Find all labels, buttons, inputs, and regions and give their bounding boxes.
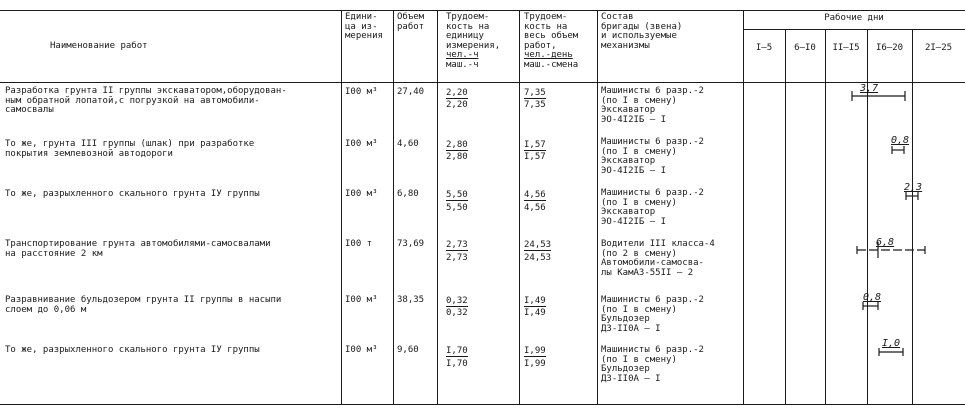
header-labor-total: Трудоем- кость на весь объем работ, чел.-день маш.-смена: [524, 12, 579, 70]
labor-unit-bottom: I,70: [446, 359, 468, 369]
unit: I00 м³: [345, 189, 378, 199]
gantt-bar-excavation-4: [906, 192, 918, 200]
volume: 73,69: [397, 239, 425, 249]
labor-total-top: I,99: [524, 346, 546, 356]
labor-total-top: I,49: [524, 296, 546, 306]
day-range-5: 2I–25: [924, 43, 953, 53]
gantt-bar-bulldozer-2: [863, 302, 878, 310]
crew: Машинисты 6 разр.-2 (по I в смену) Экскаватор ЭО-4I2IБ – I: [601, 86, 704, 125]
header-work-name: Наименование работ: [50, 41, 148, 51]
labor-unit-top: 2,20: [446, 88, 468, 98]
work-name: То же, разрыхленного скального грунта IУ группы: [5, 345, 260, 355]
volume: 4,60: [397, 139, 419, 149]
work-name: То же, грунта III группы (шлак) при разработке покрытия землевозной автодороги: [5, 139, 255, 159]
header-working-days: Рабочие дни: [824, 13, 884, 23]
crew: Машинисты 6 разр.-2 (по I в смену) Бульдозер ДЗ-II0А – I: [601, 345, 704, 384]
gantt-label: I,0: [882, 338, 901, 349]
day-range-4: I6–20: [875, 43, 904, 53]
header-crew: Состав бригады (звена) и используемые механизмы: [601, 12, 683, 51]
gantt-label: 2,3: [904, 182, 923, 193]
crew: Машинисты 6 разр.-2 (по I в смену) Экскаватор ЭО-4I2IБ – I: [601, 137, 704, 176]
volume: 9,60: [397, 345, 419, 355]
labor-unit-top: I,70: [446, 346, 468, 356]
labor-total-top: 24,53: [524, 240, 552, 250]
gantt-bar-excavation-3: [892, 146, 904, 154]
labor-unit-top: 5,50: [446, 190, 468, 200]
gantt-label: 0,8: [891, 135, 910, 146]
labor-unit-top: 2,80: [446, 140, 468, 150]
labor-unit-top: 0,32: [446, 296, 468, 306]
labor-total-bottom: 4,56: [524, 203, 546, 213]
work-name: То же, разрыхленного скального грунта IУ группы: [5, 189, 260, 199]
volume: 38,35: [397, 295, 425, 305]
labor-total-bottom: 7,35: [524, 100, 546, 110]
day-range-1: I–5: [755, 43, 773, 53]
gantt-bar-bulldozer-4: [879, 348, 903, 356]
crew: Машинисты 6 разр.-2 (по I в смену) Бульдозер ДЗ-II0А – I: [601, 295, 704, 334]
crew: Водители III класса-4 (по 2 в смену) Автомобили-самосва- лы КамАЗ-55II – 2: [601, 239, 715, 278]
gantt-label: 6,8: [876, 237, 895, 248]
gantt-label: 3,7: [860, 83, 879, 94]
gantt-label: 0,8: [863, 292, 882, 303]
labor-total-bottom: I,49: [524, 308, 546, 318]
labor-unit-bottom: 2,73: [446, 253, 468, 263]
unit: I00 м³: [345, 345, 378, 355]
unit: I00 м³: [345, 139, 378, 149]
volume: 6,80: [397, 189, 419, 199]
unit: I00 м³: [345, 295, 378, 305]
work-name: Транспортирование грунта автомобилями-самосвалами на расстояние 2 км: [5, 239, 271, 259]
unit: I00 м³: [345, 87, 378, 97]
header-volume: Объем работ: [397, 12, 425, 32]
crew: Машинисты 6 разр.-2 (по I в смену) Экскаватор ЭО-4I2IБ – I: [601, 188, 704, 227]
work-name: Разработка грунта II группы экскаватором,оборудован- ным обратной лопатой,с погрузкой на автомобили- самосвалы: [5, 86, 287, 115]
labor-unit-bottom: 0,32: [446, 308, 468, 318]
labor-total-bottom: I,57: [524, 152, 546, 162]
header-unit: Едини- ца из- мерения: [345, 12, 383, 41]
labor-unit-top: 2,73: [446, 240, 468, 250]
unit: I00 т: [345, 239, 373, 249]
day-range-2: 6–I0: [794, 43, 816, 53]
labor-total-bottom: 24,53: [524, 253, 552, 263]
labor-total-top: I,57: [524, 140, 546, 150]
volume: 27,40: [397, 87, 425, 97]
labor-total-top: 4,56: [524, 190, 546, 200]
labor-total-bottom: I,99: [524, 359, 546, 369]
day-range-3: II–I5: [832, 43, 860, 53]
header-labor-unit: Трудоем- кость на единицу измерения, чел.-ч маш.-ч: [446, 12, 501, 70]
work-name: Разравнивание бульдозером грунта II группы в насыпи слоем до 0,06 м: [5, 295, 282, 315]
labor-unit-bottom: 2,80: [446, 152, 468, 162]
labor-unit-bottom: 5,50: [446, 203, 468, 213]
labor-unit-bottom: 2,20: [446, 100, 468, 110]
labor-total-top: 7,35: [524, 88, 546, 98]
